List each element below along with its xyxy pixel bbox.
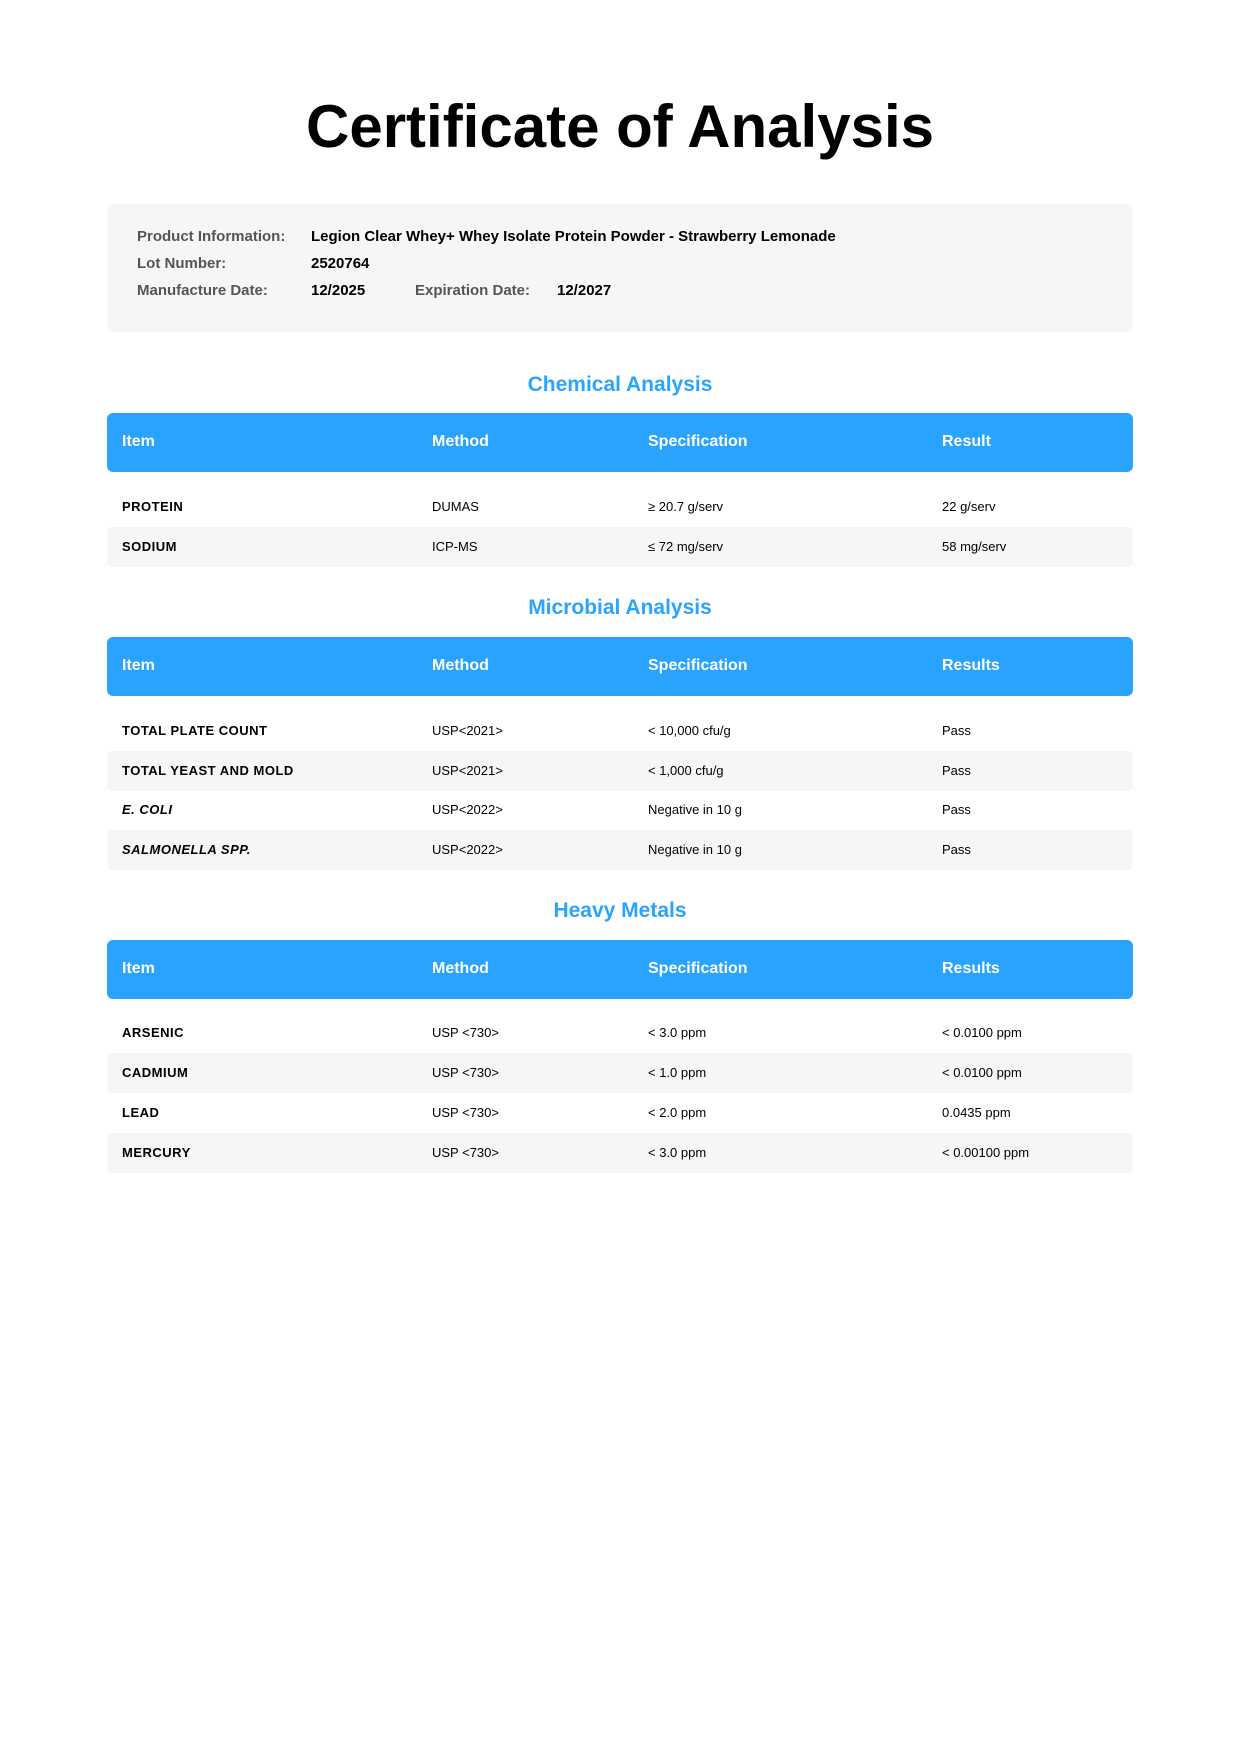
table-header (107, 637, 1133, 696)
table-cell: < 0.0100 ppm (942, 1025, 1022, 1040)
table-row (107, 1093, 1133, 1133)
table-cell: < 1.0 ppm (648, 1065, 707, 1080)
column-header: Item (122, 433, 155, 450)
table-cell: TOTAL PLATE COUNT (122, 723, 268, 738)
exp-label: Expiration Date: (415, 282, 531, 299)
table-cell: ≤ 72 mg/serv (648, 539, 724, 554)
table-cell: USP<2022> (432, 842, 503, 857)
table-cell: < 0.0100 ppm (942, 1065, 1022, 1080)
column-header: Specification (648, 657, 748, 674)
table-cell: USP<2021> (432, 763, 503, 778)
table-cell: 0.0435 ppm (942, 1105, 1011, 1120)
table-cell: PROTEIN (122, 499, 184, 514)
table-cell: LEAD (122, 1105, 160, 1120)
table-header (107, 940, 1133, 999)
table-cell: USP <730> (432, 1065, 499, 1080)
table-cell: USP <730> (432, 1105, 499, 1120)
table-row (107, 487, 1133, 527)
table-cell: < 3.0 ppm (648, 1025, 707, 1040)
table-cell: 58 mg/serv (942, 539, 1007, 554)
column-header: Method (432, 657, 489, 674)
table-cell: Pass (942, 763, 971, 778)
exp-value: 12/2027 (557, 282, 612, 299)
table-cell: Negative in 10 g (648, 842, 742, 857)
column-header: Item (122, 657, 155, 674)
table-row (107, 790, 1133, 830)
lot-value: 2520764 (311, 255, 370, 272)
table-row (107, 711, 1133, 751)
column-header: Results (942, 960, 1000, 977)
table-cell: Negative in 10 g (648, 802, 742, 817)
table-row (107, 751, 1133, 791)
table-cell: < 2.0 ppm (648, 1105, 707, 1120)
table-cell: SODIUM (122, 539, 177, 554)
section-title: Microbial Analysis (528, 596, 712, 619)
table-cell: 22 g/serv (942, 499, 996, 514)
mfg-value: 12/2025 (311, 282, 366, 299)
table-cell: Pass (942, 723, 971, 738)
table-cell: TOTAL YEAST AND MOLD (122, 763, 294, 778)
table-cell: < 0.00100 ppm (942, 1145, 1030, 1160)
lot-label: Lot Number: (137, 255, 227, 272)
table-cell: ARSENIC (122, 1025, 185, 1040)
table-cell: E. COLI (122, 802, 173, 817)
table-cell: ICP-MS (432, 539, 478, 554)
table-cell: < 1,000 cfu/g (648, 763, 724, 778)
table-row (107, 1053, 1133, 1093)
product-value: Legion Clear Whey+ Whey Isolate Protein Powder - Strawberry Lemonade (311, 228, 836, 245)
column-header: Specification (648, 960, 748, 977)
table-cell: Pass (942, 842, 971, 857)
column-header: Results (942, 657, 1000, 674)
table-cell: SALMONELLA SPP. (122, 842, 251, 857)
table-cell: DUMAS (432, 499, 479, 514)
product-label: Product Information: (137, 228, 286, 245)
table-cell: < 10,000 cfu/g (648, 723, 731, 738)
column-header: Method (432, 960, 489, 977)
product-info-panel (107, 204, 1133, 332)
table-cell: Pass (942, 802, 971, 817)
page-title: Certificate of Analysis (306, 93, 934, 160)
table-cell: ≥ 20.7 g/serv (648, 499, 724, 514)
table-row (107, 1133, 1133, 1173)
table-row (107, 830, 1133, 870)
section-title: Heavy Metals (553, 899, 687, 922)
table-cell: CADMIUM (122, 1065, 189, 1080)
column-header: Result (942, 433, 991, 450)
column-header: Specification (648, 433, 748, 450)
table-cell: < 3.0 ppm (648, 1145, 707, 1160)
table-row (107, 527, 1133, 567)
table-cell: USP<2021> (432, 723, 503, 738)
mfg-label: Manufacture Date: (137, 282, 268, 299)
table-cell: USP<2022> (432, 802, 503, 817)
table-row (107, 1013, 1133, 1053)
column-header: Method (432, 433, 489, 450)
table-cell: USP <730> (432, 1025, 499, 1040)
section-title: Chemical Analysis (527, 373, 713, 396)
table-header (107, 413, 1133, 472)
column-header: Item (122, 960, 155, 977)
table-cell: USP <730> (432, 1145, 499, 1160)
table-cell: MERCURY (122, 1145, 191, 1160)
